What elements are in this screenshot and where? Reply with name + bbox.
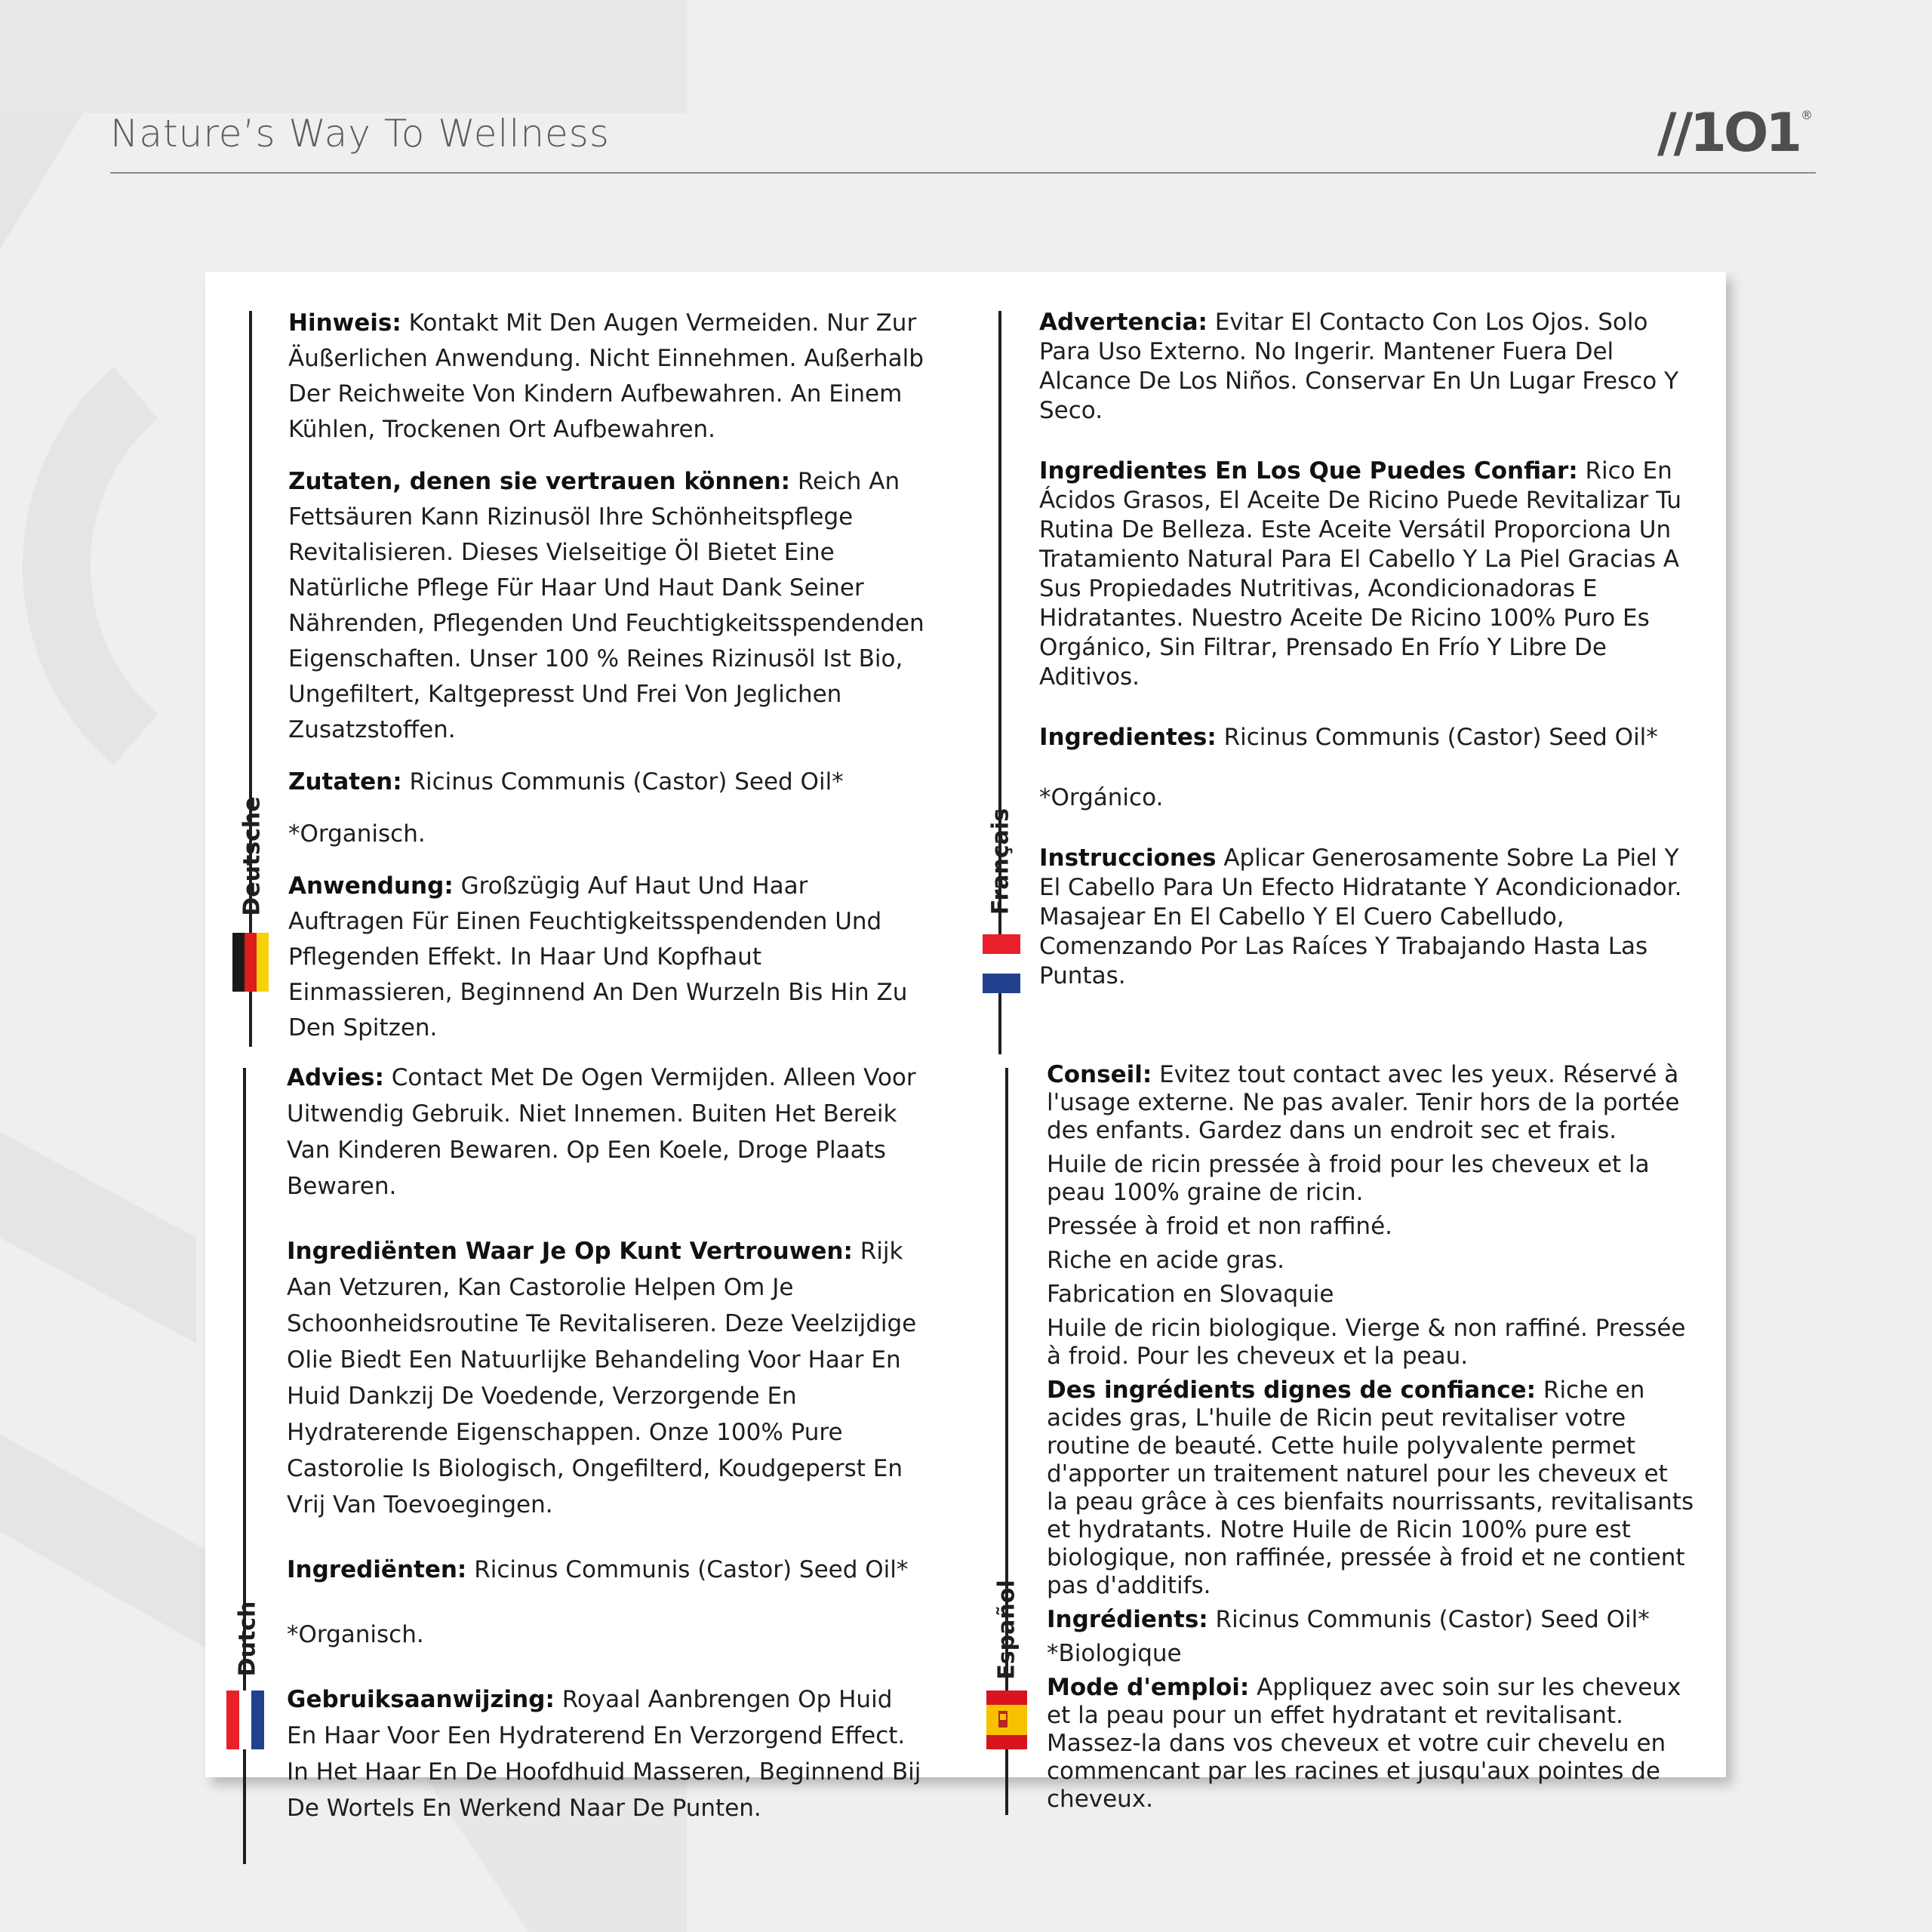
paragraph-body: *Organisch. <box>288 820 426 848</box>
paragraph-body: Pressée à froid et non raffiné. <box>1047 1213 1393 1240</box>
paragraph-body: *Organisch. <box>287 1621 424 1648</box>
language-label-deutsche: Deutsche <box>238 796 266 916</box>
page-header <box>110 102 1816 175</box>
brand-logo-text: //1O1 <box>1657 102 1800 164</box>
paragraph-heading: Mode d'emploi: <box>1047 1674 1250 1701</box>
paragraph-body: Aplicar Generosamente Sobre La Piel Y El Cabello Para Un Efecto Hidratante Y Acondicionador. Masajear En El Cabello Y El Cuero Cabelludo, Comenzando Por Las Raíces Y Trabajando Hasta Las Puntas. <box>1039 844 1682 989</box>
paragraph-body: Evitar El Contacto Con Los Ojos. Solo Para Uso Externo. No Ingerir. Mantener Fuera Del Alcance De Los Niños. Conservar En Un Lugar Fresco Y Seco. <box>1039 309 1679 424</box>
paragraph-body: Ricinus Communis (Castor) Seed Oil* <box>474 1556 909 1583</box>
paragraph <box>1047 1377 1696 1600</box>
paragraph-heading: Ingredientes En Los Que Puedes Confiar: <box>1039 457 1578 485</box>
paragraph <box>1047 1213 1696 1241</box>
paragraph-body: Huile de ricin pressée à froid pour les cheveux et la peau 100% graine de ricin. <box>1047 1151 1650 1206</box>
paragraph-body: Appliquez avec soin sur les cheveux et la peau pour un effet hydratant et revitalisant. Massez-la dans vos cheveux et votre cuir chevelu en commencant par les racines et jusqu'aux pointes de cheveux. <box>1047 1674 1681 1813</box>
paragraph-heading: Gebruiksaanwijzing: <box>287 1686 555 1713</box>
paragraph-heading: Zutaten: <box>288 768 402 795</box>
paragraph-body: Rico En Ácidos Grasos, El Aceite De Ricino Puede Revitalizar Tu Rutina De Belleza. Este Aceite Versátil Proporciona Un Tratamiento Natural Para El Cabello Y La Piel Gracias A Sus Propiedades Nutritivas, Acondicionadoras E Hidratantes. Nuestro Aceite De Ricino 100% Puro Es Orgánico, Sin Filtrar, Prensado En Frío Y Libre De Aditivos. <box>1039 457 1682 691</box>
paragraph-body: Royaal Aanbrengen Op Huid En Haar Voor Een Hydraterend En Verzorgend Effect. In Het Haar En De Hoofdhuid Masseren, Beginnend Bij De Wortels En Werkend Naar De Punten. <box>287 1686 921 1822</box>
paragraph-body: Großzügig Auf Haut Und Haar Auftragen Für Einen Feuchtigkeitsspendenden Und Pflegenden Effekt. In Haar Und Kopfhaut Einmassieren, Beginnend An Den Wurzeln Bis Hin Zu Den Spitzen. <box>288 872 908 1041</box>
paragraph-heading: Zutaten, denen sie vertrauen können: <box>288 468 791 495</box>
paragraph-heading: Des ingrédients dignes de confiance: <box>1047 1377 1537 1404</box>
paragraph <box>1047 1640 1696 1668</box>
paragraph <box>1047 1151 1696 1207</box>
paragraph-body: *Biologique <box>1047 1640 1182 1667</box>
paragraph-heading: Ingrediënten: <box>287 1556 467 1583</box>
language-label-espanol: Español <box>993 1580 1020 1680</box>
french-text <box>1047 1061 1696 1820</box>
paragraph <box>1047 1061 1696 1145</box>
paragraph-body: Evitez tout contact avec les yeux. Réservé à l'usage externe. Ne pas avaler. Tenir hors de la portée des enfants. Gardez dans un endroit sec et frais. <box>1047 1061 1680 1144</box>
paragraph-heading: Ingrédients: <box>1047 1606 1208 1633</box>
paragraph-body: Fabrication en Slovaquie <box>1047 1281 1334 1308</box>
panel-french <box>205 272 1726 1813</box>
paragraph-body: Ricinus Communis (Castor) Seed Oil* <box>409 768 844 795</box>
language-label-dutch: Dutch <box>234 1601 261 1677</box>
paragraph-heading: Advies: <box>287 1064 384 1091</box>
paragraph-body: Kontakt Mit Den Augen Vermeiden. Nur Zur Äußerlichen Anwendung. Nicht Einnehmen. Außerhalb Der Reichweite Von Kindern Aufbewahren. An Einem Kühlen, Trockenen Ort Aufbewahren. <box>288 309 924 443</box>
paragraph-heading: Conseil: <box>1047 1061 1152 1088</box>
paragraph <box>1047 1674 1696 1814</box>
paragraph-heading: Instrucciones <box>1039 844 1217 872</box>
registered-mark: ® <box>1801 108 1813 122</box>
brand-logo <box>1657 97 1816 165</box>
paragraph-body: Riche en acide gras. <box>1047 1247 1285 1274</box>
instructions-card <box>205 272 1726 1822</box>
paragraph-body: *Orgánico. <box>1039 784 1164 811</box>
header-divider <box>110 172 1816 174</box>
paragraph <box>1047 1315 1696 1371</box>
language-label-francais: Français <box>987 808 1014 915</box>
paragraph-body: Contact Met De Ogen Vermijden. Alleen Voor Uitwendig Gebruik. Niet Innemen. Buiten Het Bereik Van Kinderen Bewaren. Op Een Koele, Droge Plaats Bewaren. <box>287 1064 916 1200</box>
paragraph-body: Reich An Fettsäuren Kann Rizinusöl Ihre Schönheitspflege Revitalisieren. Dieses Vielseitige Öl Bietet Eine Natürliche Pflege Für Haar Und Haut Dank Seiner Nährenden, Pflegenden Und Feuchtigkeitsspendenden Eigenschaften. Unser 100 % Reines Rizinusöl Ist Bio, Ungefiltert, Kaltgepresst Und Frei Von Jeglichen Zusatzstoffen. <box>288 468 924 743</box>
paragraph-body: Rijk Aan Vetzuren, Kan Castorolie Helpen Om Je Schoonheidsroutine Te Revitaliseren. Deze Veelzijdige Olie Biedt Een Natuurlijke Behandeling Voor Haar En Huid Dankzij De Voedende, Verzorgende En Hydraterende Eigenschappen. Onze 100% Pure Castorolie Is Biologisch, Ongefilterd, Koudgeperst En Vrij Van Toevoegingen. <box>287 1238 917 1518</box>
paragraph-heading: Ingredientes: <box>1039 724 1217 751</box>
paragraph-heading: Advertencia: <box>1039 309 1208 336</box>
paragraph-heading: Ingrediënten Waar Je Op Kunt Vertrouwen: <box>287 1238 853 1265</box>
paragraph-body: Ricinus Communis (Castor) Seed Oil* <box>1215 1606 1650 1633</box>
paragraph-body: Riche en acides gras, L'huile de Ricin peut revitaliser votre routine de beauté. Cette huile polyvalente permet d'apporter un traitement naturel pour les cheveux et la peau grâce à ces bienfaits nourrissants, revitalisants et hydratants. Notre Huile de Ricin 100% pure est biologique, non raffinée, pressée à froid et ne contient pas d'additifs. <box>1047 1377 1694 1599</box>
paragraph <box>1047 1606 1696 1634</box>
paragraph-heading: Anwendung: <box>288 872 454 900</box>
paragraph-body: Huile de ricin biologique. Vierge & non raffiné. Pressée à froid. Pour les cheveux et la peau. <box>1047 1315 1686 1370</box>
tagline: Nature’s Way To Wellness <box>110 112 610 155</box>
paragraph <box>1047 1281 1696 1309</box>
paragraph <box>1047 1247 1696 1275</box>
spain-flag-icon <box>986 1690 1027 1749</box>
paragraph-heading: Hinweis: <box>288 309 401 337</box>
paragraph-body: Ricinus Communis (Castor) Seed Oil* <box>1223 724 1658 751</box>
